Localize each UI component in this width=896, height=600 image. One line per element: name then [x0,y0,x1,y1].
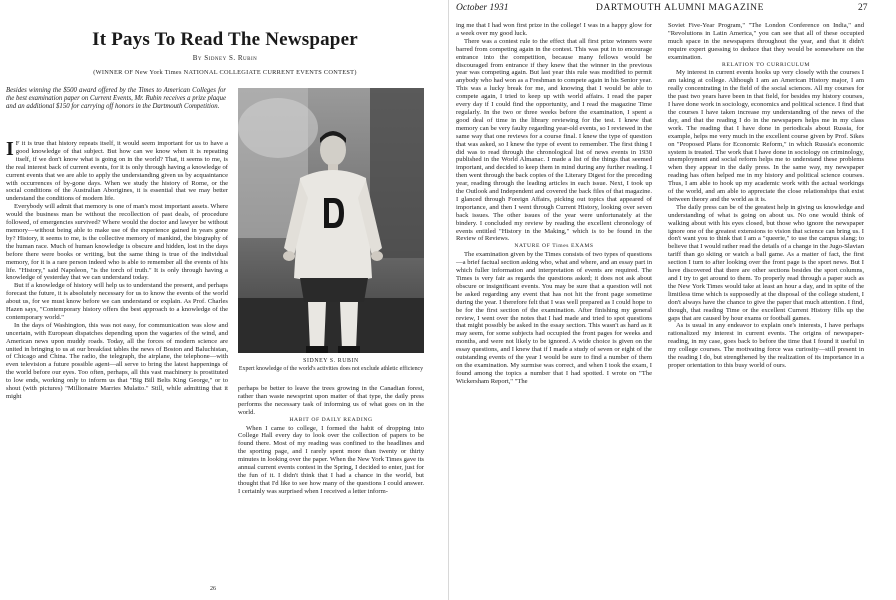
paragraph: Soviet Five-Year Program," "The London Conference on India," and "Revolutions in Latin America," you can see that all of these occupied much space in the newspapers throughout the year, and that it didn't require expert guessing to deduce that they would be somewhere on the examination. [668,22,864,61]
paragraph: The daily press can be of the greatest help in giving us knowledge and understanding of what is going on about us. No one would think of walking about with his eyes closed, but those who ignore the newspaper ignore one of the greatest extensions to vision that science can bring us. I don't want you to think that I am a "queerie," to use the campus slang; to believe that I would rather read the details of a change in the Jugo-Slavian tariff than go skiing or watch a ball game. As a matter of fact, the first section I turn to after looking over the front page is the sport news. But I have discovered that there are other sections besides the sport columns, and I try to get around to them. To properly read through a paper such as the New York Times would take at least an hour a day, and in spite of the limitless time which is supposedly at the disposal of the college student, I don't always have the chance to give the paper that much attention. I find, though, that reading Time or the excellent Current History fills up the gaps that are caused by hour exams or football games. [668,203,864,322]
paragraph: ing me that I had won first prize in the college! I was in a happy glow for a week over my good luck. [456,22,652,37]
left-column-1 [6,140,228,401]
intro-paragraph: Besides winning the $500 award offered by the Times to American Colleges for the best examination paper on Current Events, Mr. Rubin receives a prize plaque and an additional $150 for carrying off honors in the Dartmouth Competition. [6,87,226,111]
right-column-1 [456,22,652,386]
paragraph [6,140,228,203]
byline [60,54,390,62]
paragraph: perhaps be better to leave the trees growing in the Canadian forest, rather than waste newsprint upon matter of that type, the daily press performs the necessary task of informing us of what goes on in the world. [238,385,424,416]
winner-note: (WINNER OF New York Times NATIONAL COLLEGIATE CURRENT EVENTS CONTEST) [93,69,357,76]
paragraph: But if a knowledge of history will help us to understand the present, and perhaps forecast the future, it is absolutely necessary for us to know the events of the world about us, for we must know before we can understand or explain. As Prof. Charles Hazen says, "Contemporary history offers the best approach to a knowledge of the contemporary world." [6,282,228,321]
paragraph: The examination given by the Times consists of two types of questions—a brief factual section asking who, what and where, and an essay part in which fuller information and interpretation of events are required. The Times is very fair as regards the questions asked; it does not ask about obscure or insignificant events. You may be sure that a question will not be asked regarding any event that has not hit the front page sometime during the year. I therefore felt that I was well prepared as I could hope to be for the first section of the examination. After finishing my general review, I went over the notes that I had made and tried to spot questions that might possibly be asked in the essay section. This wasn't as hard as it may seem, for some subjects had occupied the front pages for weeks and months, and were not likely to be ignored. A wide choice is given on the essay questions, and I knew that if I made a study of seven or eight of the outstanding events of the year I would be sure to find a number of them on the examination. My surmise was correct, and when I took the exam, I found among the topics a number that I had spotted. I wrote on "The Wickersham Report," "The [456,251,652,385]
drop-cap: I [6,138,14,160]
page-gutter [448,0,449,600]
page-number-left: 26 [210,586,216,592]
paragraph: My interest in current events hooks up very closely with the courses I am taking at college. Although I am an American History major, I am really concentrating in the field of the social sciences. All my courses for the past two years have been in that field, for besides my history courses, I have done work in sociology, economics and political science. I find that the courses I have taken increase my understanding of the news of the day, and that the reading I do in the newspapers helps me in my class work. The reading that I have done in periodicals about Russia, for example, helps me very much in the excellent course given by Prof. Sikes on "Proposed Plans for Economic Reform," in which Russia's economic system is treated. The work that I have done in sociology on criminology, unemployment and social reform helps me to understand these problems when they appear in the daily press. In the same way, my newspaper reading has often helped me in my history and political science courses. Thus, I am able to hook up my academic work with the actual workings of the world, and am able to appreciate the close relationships that exist between theory and the world as it is. [668,69,864,203]
running-head-date: October 1931 [456,3,509,13]
photo-caption: Expert knowledge of the world's activities does not exclude athletic efficiency [238,366,424,372]
subhead-nature: NATURE OF Times EXAMS [514,243,594,250]
portrait-illustration [238,88,424,353]
running-head-title: DARTMOUTH ALUMNI MAGAZINE [595,3,764,13]
page-number-right: 27 [858,3,868,13]
paragraph: In the days of Washington, this was not easy, for communication was slow and uncertain, with European dispatches depending upon the vagaries of the wind, and American news upon muddy roads. Today, all the forces of modern science are united in bringing to us at our breakfast tables the news of Boston and Baluchistan, of Chicago and China. The radio, the telegraph, the airplane, the telephone—with even television a future possible agent—all serve to bring the latest happenings of the world before our eyes. Too often, perhaps, all this vast machinery is prostituted to low ends, working only to inform us that "Big Bill Belts King George," or to shout (with pictures) "Millionaire Marries Mulatto." Still, while admitting that it might [6,321,228,400]
byline-text: By Sidney S. Rubin [192,54,258,62]
paragraph: When I came to college, I formed the habit of dropping into College Hall every day to look over the collection of papers to be found there. Most of my reading was confined to the headlines and the sporting page, and I rarely spent more than twenty or thirty minutes in looking over the paper. When the New York Times gave its annual current events contest in the Spring, I decided to enter, just for the fun of it. I didn't think that I had a chance in the world, but thought that I'd like to see how many of the questions I could answer. I certainly was surprised when I received a letter inform- [238,424,424,495]
article-title: It Pays To Read The Newspaper [92,29,358,50]
right-column-2 [668,22,864,370]
paragraph: Everybody will admit that memory is one of man's most important assets. Where would the business man be without the recollection of past deals, of procedure followed, of emergencies survived? Where would the doctor and lawyer be without memory—without being able to make use of the experience gained in years gone by? History, it seems to me, is the collective memory of mankind, the biography of the human race. Much of human knowledge is obscure and hidden, lost in the days before there were books or writing, but the same thing is true of the individual memory, for it is a rare person indeed who is able to remember all the events of his life. "History," said Napoleon, "is the torch of truth." It is only through having a knowledge of yesterday that we can understand today. [6,203,228,282]
paragraph: As is usual in any endeavor to explain one's interests, I have perhaps rationalized my interest in current events. The origins of newspaper-reading, in my case, goes back to before the time that I found it useful in my college courses. The motivating force was curiosity—still present in the reading I do, but strengthened by the realization of its importance in a proper orientation to this busy world of ours. [668,322,864,369]
photo-caption-name: SIDNEY S. RUBIN [303,358,359,364]
paragraph-text: F it is true that history repeats itself, it would seem important for us to have a good knowledge of that subject. But how can we know when it is repeating itself, if we don't know what is going on in the world? That, it seems to me, is the real interest back of current events, for it is only through having a knowledge of current events that we are able to apply the understanding given us by acquaintance with occurrences of by-gone days. When we study the history of Rome, or the social conditions of the Australian Aborigines, it is essential that we may better understand the conditions of modern life. [6,140,228,203]
portrait-photo [238,88,424,353]
paragraph: There was a contest rule to the effect that all first prize winners were barred from competing again in the contest. This was put in to encourage entrance into the competition, because many fellows would be discouraged from entrance if they knew that the winner in the previous year was competing again. But last year this rule was modified to permit anybody who had won as a Freshman to compete again in his Senior year. This was a lucky break for me, and knowing that I would be able to compete again, I tried to keep up with world affairs. I read the paper every day if I could find the opportunity, and I read the magazine Time regularly. In the two or three weeks before the examination, I spent a good deal of time in the library reviewing for the test. I knew that memory can be very faulty regarding year-old events, so I reviewed in the same way that one reviews for a course final. I knew the type of question that was asked, so I knew the type of event to remember. The first thing I did was to read through the chronological list of news events in 1930 published in the World Almanac. I made a list of the things that seemed important, and decided to keep them in mind during any further reading. I then went through the back copies of the Literary Digest for the preceding year, reading through the leading articles in each issue. Next, I took up the Outlook and Independent and covered the back files of that magazine. I glanced through Foreign Affairs, picking out topics that appeared of importance, and then I went through Current History, looking over seven back issues. The other issues of the year were unfortunately at the bindery. I concluded my review by reading the excellent chronology of events entitled "History in the Making," which is to be found in the Review of Reviews. [456,37,652,243]
subhead-relation: RELATION TO CURRICULUM [722,61,810,68]
subhead-habit: HABIT OF DAILY READING [289,416,373,423]
left-column-2 [238,385,424,496]
